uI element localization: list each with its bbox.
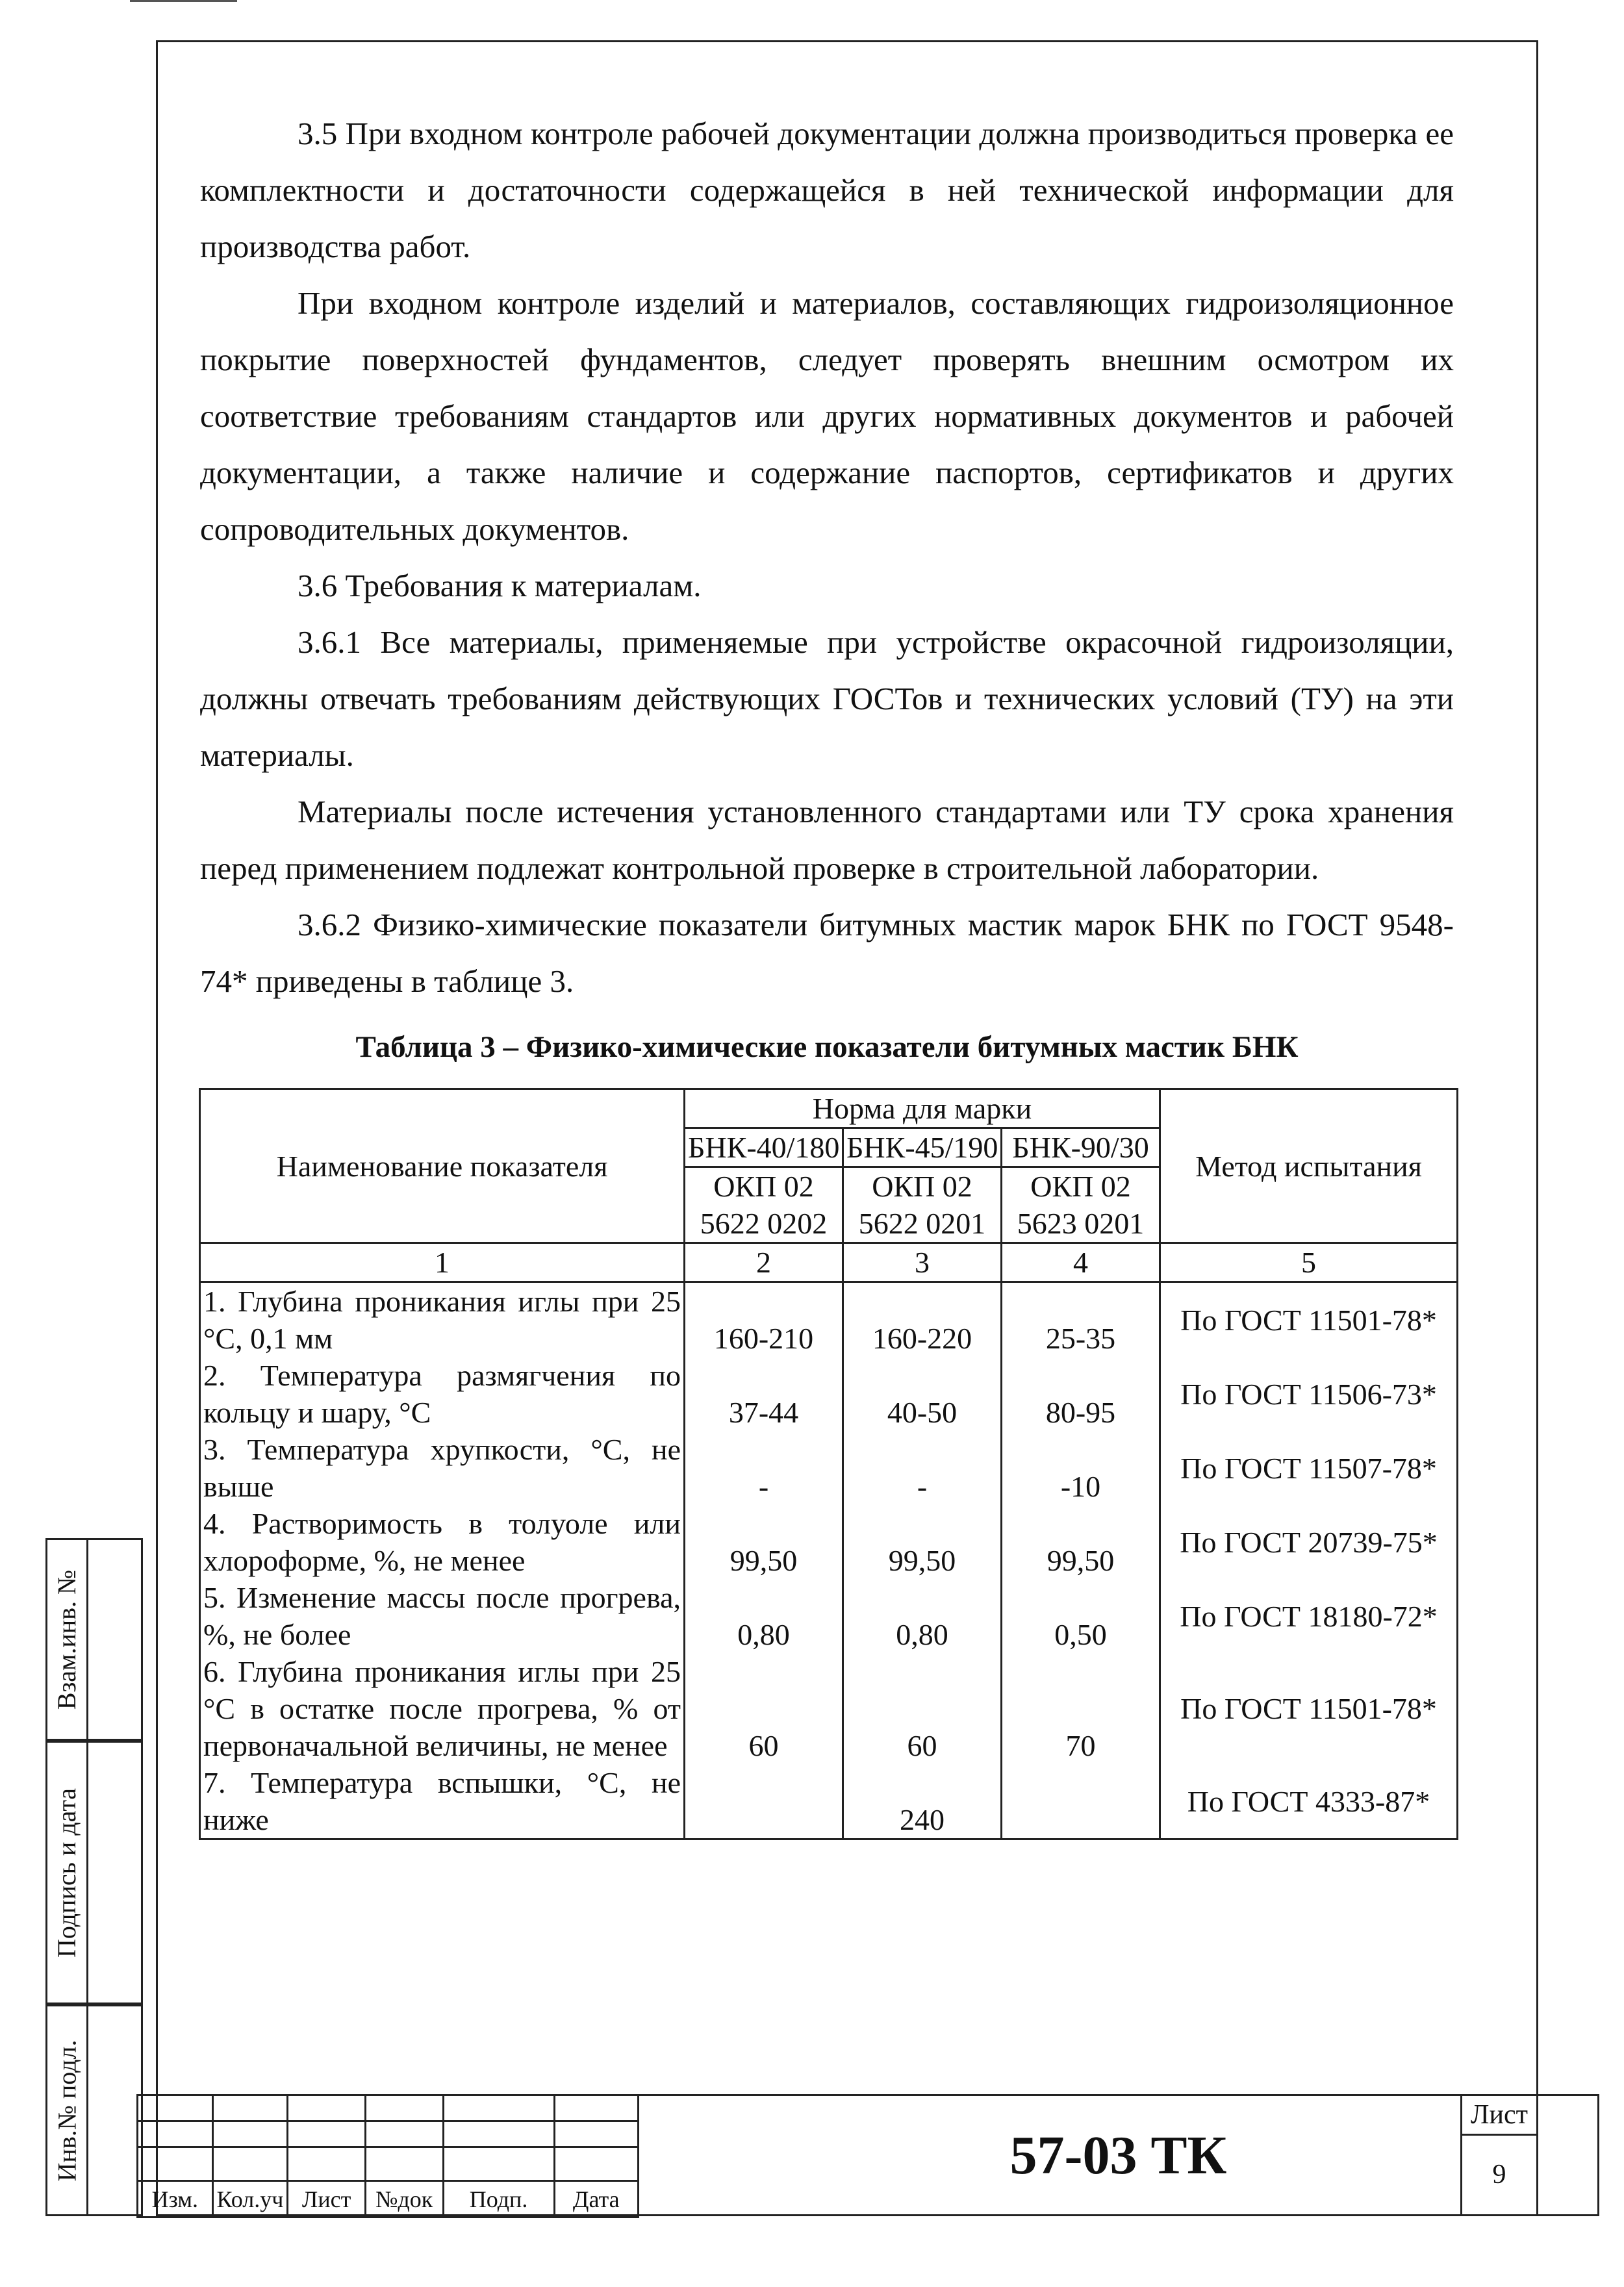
row-value: 160-220 (843, 1282, 1002, 1358)
paragraph-3-6-2: 3.6.2 Физико-химические показатели битумных мастик марок БНК по ГОСТ 9548-74* приведены в таблице 3. (200, 907, 1454, 999)
row-name: 3. Температура хрупкости, °С, не выше (200, 1431, 685, 1505)
table-number-row (200, 1243, 1458, 1282)
table-header-row (200, 1089, 1458, 1128)
paragraph-expired-materials: Материалы после истечения установленного стандартами или ТУ срока хранения перед применением подлежат контрольной проверке в строительной лаборатории. (200, 794, 1454, 886)
row-method: По ГОСТ 11501-78* (1160, 1282, 1458, 1358)
row-method: По ГОСТ 4333-87* (1160, 1764, 1458, 1839)
table-row (200, 1764, 1458, 1839)
row-name: 1. Глубина проникания иглы при 25 °С, 0,1 мм (200, 1282, 685, 1358)
stamp-vzam-label: Взам.инв. № (52, 1569, 82, 1710)
column-number: 2 (685, 1243, 843, 1282)
col-podp: Подп. (443, 2181, 554, 2218)
row-value: 60 (685, 1653, 843, 1764)
header-okp: ОКП 02 5622 0201 (843, 1167, 1002, 1243)
scan-edge-mark (130, 0, 237, 2)
body-text (200, 105, 1454, 1009)
column-number: 5 (1160, 1243, 1458, 1282)
table-row (200, 1357, 1458, 1431)
sheet-number: 9 (1492, 2160, 1506, 2190)
sheet-box (1460, 2094, 1538, 2216)
row-name: 2. Температура размягчения по кольцу и шару, °С (200, 1357, 685, 1431)
col-kol-uch: Кол.уч (212, 2181, 288, 2218)
header-method: Метод испытания (1160, 1089, 1458, 1243)
row-value: 99,50 (1002, 1505, 1160, 1579)
table-row (200, 1579, 1458, 1653)
mastic-properties-table (199, 1088, 1458, 1840)
paragraph-3-6-1: 3.6.1 Все материалы, применяемые при устройстве окрасочной гидроизоляции, должны отвечать требованиям действующих ГОСТов и технических условий (ТУ) на эти материалы. (200, 624, 1454, 773)
revision-grid (136, 2094, 639, 2218)
row-method: По ГОСТ 20739-75* (1160, 1505, 1458, 1579)
paragraph-3-5: 3.5 При входном контроле рабочей документации должна производиться проверка ее комплектности и достаточности содержащейся в ней технической информации для производства работ. (200, 116, 1454, 264)
header-okp: ОКП 02 5622 0202 (685, 1167, 843, 1243)
sheet-label: Лист (1462, 2096, 1536, 2136)
table-row (200, 1282, 1458, 1358)
row-value: 99,50 (843, 1505, 1002, 1579)
row-value: 240 (843, 1764, 1002, 1839)
row-method: По ГОСТ 18180-72* (1160, 1579, 1458, 1653)
header-group: Норма для марки (685, 1089, 1160, 1128)
paragraph-3-6: 3.6 Требования к материалам. (298, 568, 702, 603)
row-name: 7. Температура вспышки, °С, не ниже (200, 1764, 685, 1839)
row-value: 25-35 (1002, 1282, 1160, 1358)
row-value: -10 (1002, 1431, 1160, 1505)
table-row (200, 1431, 1458, 1505)
row-value: 0,50 (1002, 1579, 1160, 1653)
row-value: 40-50 (843, 1357, 1002, 1431)
col-ndok: №док (365, 2181, 443, 2218)
row-name: 6. Глубина проникания иглы при 25 °С в остатке после прогрева, % от первоначальной величины, не менее (200, 1653, 685, 1764)
row-value: 37-44 (685, 1357, 843, 1431)
col-list: Лист (288, 2181, 366, 2218)
col-izm: Изм. (138, 2181, 213, 2218)
row-value: - (685, 1431, 843, 1505)
header-brand: БНК-45/190 (843, 1128, 1002, 1167)
paragraph-input-control: При входном контроле изделий и материалов, составляющих гидроизоляционное покрытие поверхностей фундаментов, следует проверять внешним осмотром их соответствие требованиям стандартов или других нормативных документов и рабочей документации, а также наличие и содержание паспортов, сертификатов и других сопроводительных документов. (200, 285, 1454, 547)
row-value: - (843, 1431, 1002, 1505)
row-value: 0,80 (843, 1579, 1002, 1653)
stamp-inv-podl (45, 2004, 143, 2216)
row-method: По ГОСТ 11507-78* (1160, 1431, 1458, 1505)
header-okp: ОКП 02 5623 0201 (1002, 1167, 1160, 1243)
row-value (685, 1764, 843, 1839)
row-value: 60 (843, 1653, 1002, 1764)
stamp-signature-date (45, 1741, 143, 2004)
row-value: 0,80 (685, 1579, 843, 1653)
stamp-vzam-inv (45, 1538, 143, 1741)
row-name: 4. Растворимость в толуоле или хлороформе, %, не менее (200, 1505, 685, 1579)
col-data: Дата (554, 2181, 638, 2218)
header-brand: БНК-90/30 (1002, 1128, 1160, 1167)
header-name: Наименование показателя (200, 1089, 685, 1243)
row-value: 80-95 (1002, 1357, 1160, 1431)
column-number: 1 (200, 1243, 685, 1282)
row-value: 70 (1002, 1653, 1160, 1764)
header-brand: БНК-40/180 (685, 1128, 843, 1167)
table-row (200, 1653, 1458, 1764)
column-number: 3 (843, 1243, 1002, 1282)
column-number: 4 (1002, 1243, 1160, 1282)
row-value: 99,50 (685, 1505, 843, 1579)
stamp-inv-label: Инв.№ подл. (52, 2040, 82, 2181)
table-caption: Таблица 3 – Физико-химические показатели битумных мастик БНК (355, 1030, 1299, 1064)
title-block (136, 2094, 1538, 2216)
row-method: По ГОСТ 11506-73* (1160, 1357, 1458, 1431)
document-code: 57-03 ТК (639, 2094, 1599, 2216)
row-name: 5. Изменение массы после прогрева, %, не более (200, 1579, 685, 1653)
table-row (200, 1505, 1458, 1579)
stamp-podpis-label: Подпись и дата (52, 1788, 82, 1958)
row-value: 160-210 (685, 1282, 843, 1358)
row-value (1002, 1764, 1160, 1839)
row-method: По ГОСТ 11501-78* (1160, 1653, 1458, 1764)
